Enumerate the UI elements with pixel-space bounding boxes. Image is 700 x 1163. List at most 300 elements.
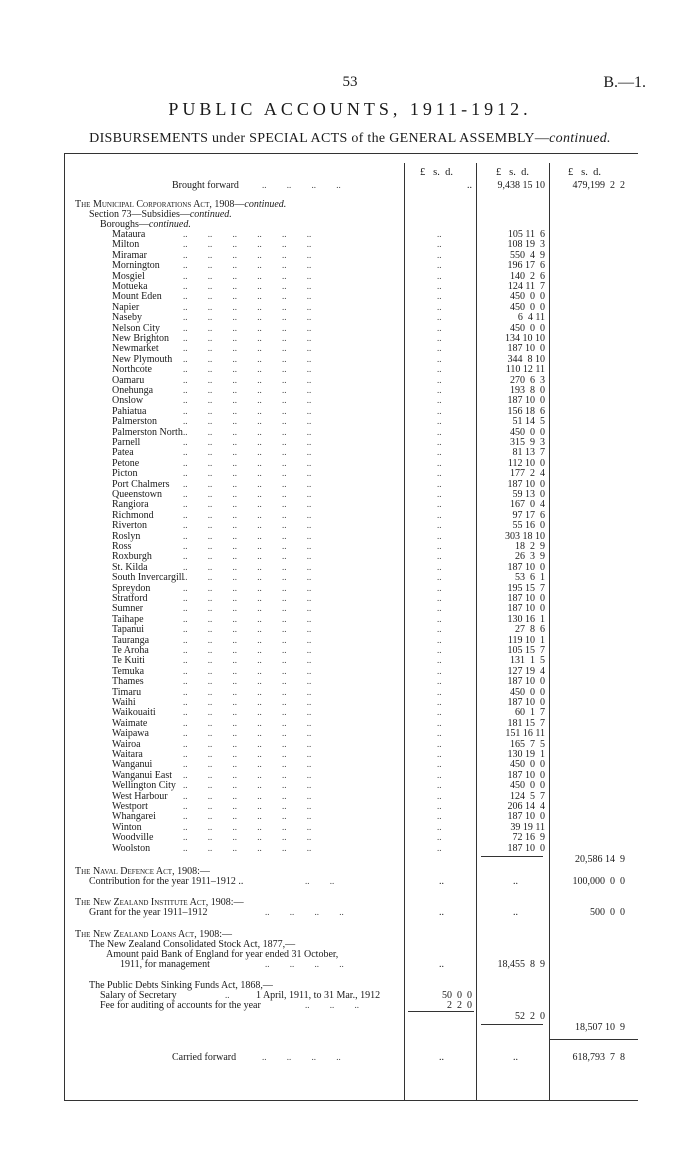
leader-dots: .. .. .. .. .. .. — [183, 707, 312, 718]
borough-amount: 187 10 0 — [507, 478, 545, 490]
leader-dots: .. .. .. .. .. .. — [183, 811, 312, 822]
borough-name: Onslow — [112, 395, 144, 407]
page-title: PUBLIC ACCOUNTS, 1911-1912. — [168, 99, 532, 119]
borough-amount: 6 4 11 — [517, 312, 545, 324]
leader-dots: .. .. .. .. — [265, 907, 344, 917]
list-item — [0, 499, 560, 510]
list-item — [0, 707, 560, 718]
loans-total: 18,507 10 9 — [575, 1022, 625, 1033]
borough-amount: 97 17 6 — [512, 509, 545, 521]
borough-amount: 177 2 4 — [510, 468, 545, 480]
table-bottom-rule — [64, 1100, 638, 1101]
borough-amount: 187 10 0 — [507, 343, 545, 355]
borough-amount: 60 1 7 — [515, 707, 545, 719]
borough-name: Woolston — [112, 842, 151, 854]
brought-forward-col3: 479,199 2 2 — [572, 180, 625, 191]
borough-amount: 18 2 9 — [515, 541, 545, 552]
col1-dots: .. — [437, 541, 442, 551]
col1-dots: .. — [437, 665, 442, 676]
list-item — [0, 468, 560, 479]
amount-line-1: Amount paid Bank of England for year ended 31 October, — [106, 949, 339, 960]
list-item — [0, 687, 560, 698]
borough-name: Waitara — [112, 749, 143, 760]
borough-name: Parnell — [112, 437, 141, 448]
borough-amount: 450 0 0 — [510, 301, 545, 313]
col1-header: £ s. d. — [420, 167, 453, 178]
amount-col1: .. — [439, 959, 444, 970]
leader-dots: .. .. .. .. .. .. — [183, 416, 312, 427]
col1-dots: .. — [437, 312, 442, 323]
brought-forward-col1: .. — [467, 180, 472, 191]
col1-dots: .. — [437, 437, 442, 447]
list-item — [0, 676, 560, 687]
borough-name: Napier — [112, 301, 140, 313]
leader-dots: .. .. .. .. .. .. — [183, 405, 312, 416]
borough-name: Woodville — [112, 832, 154, 844]
list-item — [0, 718, 560, 729]
col1-dots: .. — [437, 655, 442, 666]
leader-dots: .. .. .. .. .. .. — [183, 593, 312, 603]
borough-name: Waihi — [112, 697, 136, 708]
borough-amount: 196 17 6 — [507, 260, 545, 272]
col1-dots: .. — [437, 353, 442, 364]
leader-dots: .. .. .. .. .. .. — [183, 697, 312, 707]
list-item — [0, 822, 560, 833]
borough-name: Temuka — [112, 665, 145, 677]
list-item — [0, 635, 560, 646]
borough-amount: 187 10 0 — [507, 769, 545, 781]
list-item — [0, 749, 560, 760]
borough-amount: 315 9 3 — [510, 437, 545, 448]
leader-dots: .. .. .. .. .. .. — [183, 395, 312, 406]
leader-dots: .. .. .. .. .. .. — [183, 437, 312, 447]
col1-dots: .. — [437, 457, 442, 468]
list-item — [0, 458, 560, 469]
borough-name: Petone — [112, 457, 140, 469]
borough-amount: 81 13 7 — [512, 447, 545, 459]
leader-dots: .. .. .. .. .. .. — [183, 561, 312, 572]
borough-amount: 165 7 5 — [510, 738, 545, 750]
col1-dots: .. — [437, 613, 442, 624]
col1-dots: .. — [437, 395, 442, 406]
list-item — [0, 739, 560, 750]
borough-name: Milton — [112, 239, 140, 251]
carried-forward-col2: .. — [513, 1052, 518, 1063]
institute-line: Grant for the year 1911–1912 — [89, 907, 208, 918]
leader-dots: .. .. .. .. .. .. — [183, 426, 312, 437]
borough-name: Rangiora — [112, 499, 149, 511]
borough-amount: 187 10 0 — [507, 697, 545, 708]
borough-name: Waikouaiti — [112, 707, 156, 719]
leader-dots: .. .. .. .. .. .. — [183, 676, 312, 687]
col1-dots: .. — [437, 624, 442, 635]
list-item — [0, 541, 560, 552]
list-item — [0, 832, 560, 843]
borough-name: Westport — [112, 801, 148, 812]
municipal-heading-continued: continued. — [244, 199, 287, 210]
col1-dots: .. — [437, 239, 442, 250]
borough-amount: 195 15 7 — [507, 582, 545, 594]
municipal-heading-title: The Municipal Corporations Act, 1908— — [75, 199, 245, 210]
col1-dots: .. — [437, 645, 442, 655]
carried-forward-col3: 618,793 7 8 — [572, 1052, 625, 1063]
leader-dots: .. .. .. .. .. .. — [183, 343, 312, 354]
leader-dots: .. .. .. .. .. .. — [183, 821, 312, 832]
leader-dots: .. .. .. .. .. .. — [183, 541, 312, 551]
leader-dots: .. .. .. .. .. .. — [183, 603, 312, 614]
leader-dots: .. .. .. .. .. .. — [183, 769, 312, 780]
list-item — [0, 770, 560, 781]
borough-amount: 27 8 6 — [515, 624, 545, 636]
naval-col2: .. — [513, 876, 518, 887]
col1-dots: .. — [437, 447, 442, 458]
salary-period: 1 April, 1911, to 31 Mar., 1912 — [256, 990, 381, 1001]
loans-sub-total-col2: 52 2 0 — [515, 1011, 545, 1022]
borough-name: Roxburgh — [112, 551, 152, 563]
col1-dots: .. — [437, 634, 442, 645]
borough-amount: 187 10 0 — [507, 593, 545, 604]
subtitle-main: DISBURSEMENTS under SPECIAL ACTS of the GENERAL ASSEMBLY— — [89, 131, 550, 146]
col1-dots: .. — [437, 374, 442, 385]
list-item — [0, 572, 560, 583]
borough-amount: 187 10 0 — [507, 603, 545, 615]
col2-header: £ s. d. — [496, 167, 529, 178]
leader-dots: .. .. .. .. .. .. — [183, 385, 312, 395]
leader-dots: .. .. .. .. .. .. — [183, 624, 312, 635]
borough-name: Patea — [112, 447, 134, 459]
leader-dots: .. .. .. .. .. .. — [183, 582, 312, 593]
col1-dots: .. — [437, 769, 442, 780]
stock-act-line: The New Zealand Consolidated Stock Act, 1877,— — [89, 939, 296, 950]
borough-amount: 112 10 0 — [507, 457, 545, 469]
carried-forward-col1: .. — [439, 1052, 444, 1063]
borough-amount: 59 13 0 — [512, 489, 545, 500]
borough-amount: 26 3 9 — [515, 551, 545, 563]
borough-amount: 124 5 7 — [510, 790, 545, 802]
col1-dots: .. — [437, 229, 442, 239]
section-heading-continued: continued. — [189, 209, 232, 220]
borough-name: Waipawa — [112, 728, 149, 740]
borough-amount: 55 16 0 — [512, 520, 545, 532]
col1-dots: .. — [437, 790, 442, 801]
col1-dots: .. — [437, 582, 442, 593]
list-item — [0, 343, 560, 354]
borough-name: Thames — [112, 676, 144, 688]
borough-amount: 130 16 1 — [507, 613, 545, 625]
list-item — [0, 780, 560, 791]
leader-dots: .. .. .. .. .. .. — [183, 353, 312, 364]
borough-amount: 167 0 4 — [510, 499, 545, 511]
borough-name: New Plymouth — [112, 353, 173, 365]
borough-name: Wanganui — [112, 759, 153, 771]
col1-dots: .. — [437, 249, 442, 260]
list-item — [0, 697, 560, 708]
list-item — [0, 364, 560, 375]
borough-name: Wellington City — [112, 780, 176, 792]
col1-dots: .. — [437, 697, 442, 707]
page-subtitle — [0, 131, 700, 147]
leader-dots: .. .. .. .. .. .. — [183, 291, 312, 302]
leader-dots: .. .. .. .. .. .. — [183, 457, 312, 468]
borough-name: Queenstown — [112, 489, 162, 500]
col3-header: £ s. d. — [568, 167, 601, 178]
borough-amount: 193 8 0 — [510, 385, 545, 396]
leader-dots: .. .. .. .. .. .. — [183, 489, 312, 499]
list-item — [0, 354, 560, 365]
boroughs-list — [0, 229, 700, 854]
borough-name: Mosgiel — [112, 270, 145, 282]
naval-line: Contribution for the year 1911–1912 .. — [89, 876, 244, 887]
borough-amount: 450 0 0 — [510, 759, 545, 771]
list-item — [0, 229, 560, 240]
borough-amount: 130 19 1 — [507, 749, 545, 760]
leader-dots: .. .. .. .. .. .. — [183, 728, 312, 739]
col1-dots: .. — [437, 301, 442, 312]
borough-name: Te Kuiti — [112, 655, 145, 667]
leader-dots: .. .. — [305, 876, 335, 886]
borough-amount: 105 11 6 — [507, 229, 545, 240]
col1-dots: .. — [437, 270, 442, 281]
municipal-subtotal-rule — [481, 856, 543, 857]
borough-amount: 131 1 5 — [510, 655, 545, 667]
borough-name: Tapanui — [112, 624, 145, 636]
borough-amount: 156 18 6 — [507, 405, 545, 417]
carried-forward-label: Carried forward — [172, 1052, 237, 1063]
borough-amount: 53 6 1 — [515, 572, 545, 584]
borough-name: Tauranga — [112, 634, 150, 646]
col1-dots: .. — [437, 416, 442, 427]
list-item — [0, 801, 560, 812]
leader-dots: .. .. .. .. .. .. — [183, 447, 312, 458]
col1-dots: .. — [437, 603, 442, 614]
col1-dots: .. — [437, 572, 442, 583]
borough-name: Mount Eden — [112, 291, 162, 303]
col1-dots: .. — [437, 385, 442, 395]
col1-dots: .. — [437, 468, 442, 479]
list-item — [0, 291, 560, 302]
borough-name: Northcote — [112, 364, 152, 376]
borough-name: South Invercargill — [112, 572, 185, 584]
leader-dots: .. .. .. .. — [265, 959, 344, 969]
amount-col2: 18,455 8 9 — [497, 959, 545, 970]
borough-amount: 450 0 0 — [510, 291, 545, 303]
col1-dots: .. — [437, 478, 442, 489]
col1-dots: .. — [437, 499, 442, 510]
leader-dots: .. .. .. .. .. .. — [183, 572, 312, 583]
subtitle-continued: continued. — [549, 131, 611, 146]
list-item — [0, 583, 560, 594]
borough-amount: 187 10 0 — [507, 395, 545, 407]
borough-name: Motueka — [112, 281, 148, 292]
list-item — [0, 791, 560, 802]
borough-amount: 450 0 0 — [510, 686, 545, 698]
leader-dots: .. .. .. .. .. .. — [183, 790, 312, 801]
list-item — [0, 239, 560, 250]
col1-dots: .. — [437, 561, 442, 572]
leader-dots: .. .. .. .. .. .. — [183, 801, 312, 811]
borough-amount: 303 18 10 — [505, 530, 545, 542]
borough-amount: 344 8 10 — [507, 353, 545, 365]
borough-name: Timaru — [112, 686, 142, 698]
col1-dots: .. — [437, 686, 442, 697]
borough-name: Palmerston — [112, 416, 157, 428]
brought-forward-col2: 9,438 15 10 — [497, 180, 545, 191]
leader-dots: .. .. .. .. .. .. — [183, 634, 312, 645]
list-item — [0, 375, 560, 386]
list-item — [0, 603, 560, 614]
list-item — [0, 416, 560, 427]
borough-amount: 72 16 9 — [512, 832, 545, 844]
fee-col1: 2 2 0 — [447, 1000, 472, 1011]
leader-dots: .. .. .. .. .. .. — [183, 270, 312, 281]
borough-amount: 105 15 7 — [507, 645, 545, 656]
borough-name: Riverton — [112, 520, 147, 532]
leader-dots: .. .. .. — [305, 1000, 359, 1010]
amount-line-2: 1911, for management — [120, 959, 210, 970]
col1-dots: .. — [437, 728, 442, 739]
list-item — [0, 531, 560, 542]
institute-heading: The New Zealand Institute Act, 1908:— — [75, 897, 244, 908]
leader-dots: .. .. .. .. .. .. — [183, 749, 312, 759]
institute-col1: .. — [439, 907, 444, 918]
borough-name: Palmerston North — [112, 426, 183, 438]
leader-dots: .. .. .. .. .. .. — [183, 260, 312, 271]
col1-dots: .. — [437, 717, 442, 728]
leader-dots: .. .. .. .. .. .. — [183, 281, 312, 291]
leader-dots: .. .. .. .. .. .. — [183, 613, 312, 624]
salary-label: Salary of Secretary — [100, 990, 177, 1001]
leader-dots: .. .. .. .. .. .. — [183, 738, 312, 749]
list-item — [0, 520, 560, 531]
borough-name: Taihape — [112, 613, 144, 625]
boroughs-heading-text: Boroughs— — [100, 219, 149, 230]
col1-dots: .. — [437, 676, 442, 687]
leader-dots: .. .. .. .. .. .. — [183, 478, 312, 489]
leader-dots: .. .. .. .. .. .. — [183, 520, 312, 531]
loans-heading: The New Zealand Loans Act, 1908:— — [75, 929, 232, 940]
col1-dots: .. — [437, 291, 442, 302]
leader-dots: .. .. .. .. .. .. — [183, 364, 312, 375]
borough-amount: 270 6 3 — [510, 374, 545, 386]
list-item — [0, 666, 560, 677]
list-item — [0, 281, 560, 292]
col1-dots: .. — [437, 322, 442, 333]
col1-dots: .. — [437, 842, 442, 853]
leader-dots: .. .. .. .. .. .. — [183, 312, 312, 323]
col1-dots: .. — [437, 530, 442, 541]
col1-dots: .. — [437, 489, 442, 499]
leader-dots: .. .. .. .. .. .. — [183, 686, 312, 697]
borough-name: Sumner — [112, 603, 144, 615]
borough-amount: 450 0 0 — [510, 426, 545, 438]
borough-name: Spreydon — [112, 582, 151, 594]
leader-dots: .. .. .. .. — [262, 180, 341, 190]
borough-name: Picton — [112, 468, 138, 480]
table-top-rule — [64, 153, 638, 154]
col1-dots: .. — [437, 343, 442, 354]
borough-name: St. Kilda — [112, 561, 148, 573]
borough-amount: 110 12 11 — [505, 364, 545, 376]
municipal-total: 20,586 14 9 — [575, 854, 625, 865]
leader-dots: .. .. .. .. .. .. — [183, 655, 312, 666]
naval-col1: .. — [439, 876, 444, 887]
list-item — [0, 489, 560, 500]
borough-amount: 119 10 1 — [507, 634, 545, 646]
borough-amount: 187 10 0 — [507, 811, 545, 823]
borough-amount: 550 4 9 — [510, 249, 545, 261]
leader-dots: .. .. .. .. .. .. — [183, 530, 312, 541]
leader-dots: .. .. .. .. .. .. — [183, 759, 312, 770]
list-item — [0, 843, 560, 854]
borough-name: Roslyn — [112, 530, 141, 542]
list-item — [0, 302, 560, 313]
fee-label: Fee for auditing of accounts for the year — [100, 1000, 261, 1011]
leader-dots: .. .. .. .. .. .. — [183, 832, 312, 843]
naval-heading: The Naval Defence Act, 1908:— — [75, 866, 210, 877]
section-heading-text: Section 73—Subsidies— — [89, 209, 190, 220]
institute-col2: .. — [513, 907, 518, 918]
borough-name: Wanganui East — [112, 769, 173, 781]
list-item — [0, 479, 560, 490]
col1-dots: .. — [437, 260, 442, 271]
leader-dots: .. .. .. .. .. .. — [183, 333, 312, 343]
borough-name: Winton — [112, 821, 142, 833]
list-item — [0, 624, 560, 635]
list-item — [0, 437, 560, 448]
leader-dots: .. .. .. .. .. .. — [183, 301, 312, 312]
borough-name: Port Chalmers — [112, 478, 170, 490]
borough-name: Whangarei — [112, 811, 156, 823]
borough-name: Wairoa — [112, 738, 141, 750]
leader-dots: .. .. .. .. .. .. — [183, 374, 312, 385]
list-item — [0, 728, 560, 739]
col1-dots: .. — [437, 738, 442, 749]
col1-dots: .. — [437, 364, 442, 375]
borough-name: Richmond — [112, 509, 154, 521]
borough-name: Onehunga — [112, 385, 154, 396]
leader-dots: .. .. .. .. .. .. — [183, 249, 312, 260]
col1-dots: .. — [437, 749, 442, 759]
col1-dots: .. — [437, 832, 442, 843]
leader-dots: .. .. .. .. .. .. — [183, 509, 312, 520]
list-item — [0, 447, 560, 458]
col1-dots: .. — [437, 821, 442, 832]
list-item — [0, 811, 560, 822]
borough-name: Mornington — [112, 260, 160, 272]
leader-dots: .. .. .. .. .. .. — [183, 239, 312, 250]
borough-amount: 187 10 0 — [507, 676, 545, 688]
list-item — [0, 333, 560, 344]
col1-dots: .. — [437, 801, 442, 811]
list-item — [0, 323, 560, 334]
document-reference: B.—1. — [603, 74, 646, 91]
list-item — [0, 593, 560, 604]
institute-col3: 500 0 0 — [590, 907, 625, 918]
col1-dots: .. — [437, 520, 442, 531]
borough-name: West Harbour — [112, 790, 168, 802]
leader-dots: .. .. .. .. .. .. — [183, 665, 312, 676]
list-item — [0, 645, 560, 656]
borough-amount: 450 0 0 — [510, 780, 545, 792]
page-number: 53 — [342, 74, 358, 90]
col1-dots: .. — [437, 780, 442, 791]
list-item — [0, 510, 560, 521]
leader-dots: .. .. .. .. .. .. — [183, 780, 312, 791]
list-item — [0, 406, 560, 417]
fee-subtotal-rule — [408, 1011, 474, 1012]
list-item — [0, 312, 560, 323]
borough-amount: 187 10 0 — [507, 561, 545, 573]
